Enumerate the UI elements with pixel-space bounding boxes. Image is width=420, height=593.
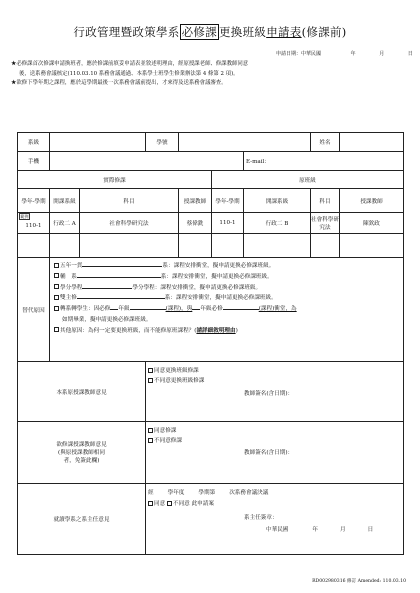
note-line: 後，送系務會議核定(110.03.10 系務會議通過、本系學士班學生修業辦法第 4 條第 2 項)。: [19, 70, 239, 77]
title-before: (修課前): [301, 25, 347, 39]
title-application: 申請表: [266, 25, 302, 39]
entry-teacher-original[interactable]: [340, 234, 404, 258]
dept-label: 系級: [18, 133, 50, 152]
checkbox[interactable]: [148, 438, 153, 443]
col-course: 科目: [80, 189, 179, 213]
application-table: [17, 132, 404, 555]
entry-term[interactable]: [18, 234, 50, 258]
row-chair: [18, 484, 404, 555]
title-required-course: 必修課: [181, 25, 217, 39]
chair-label: 就讀學系之系主任意見: [18, 484, 146, 555]
checkbox[interactable]: [54, 295, 59, 300]
reason-option-other[interactable]: 其他原因：為何一定要更換班級，而不能修原班課程？(請詳細敘明理由): [54, 326, 399, 337]
checkbox[interactable]: [54, 284, 59, 289]
sample-teacher: 蔡偉銑: [179, 213, 212, 234]
chair-date: 中華民國 年 月 日: [266, 527, 374, 533]
checkbox[interactable]: [148, 501, 153, 506]
sample-course-original: 社會科學研究法: [311, 213, 340, 234]
entry-term-original[interactable]: [212, 234, 244, 258]
name-label: 姓名: [311, 133, 340, 152]
reason-option-program[interactable]: 學分學程 學分學程：課程安排衝堂，擬申請更換必修課班級。: [54, 283, 399, 294]
reason-transfer-line2: 如期畢業，擬申請更換必修課班級。: [62, 316, 152, 323]
note-line: ★必修課首次修課申請換班者，應於修課前填妥申請表並敘述明理由，經原授課老師、修課教師同意: [11, 61, 249, 67]
row-dept: [18, 133, 404, 152]
sample-teacher-original: 陳欽政: [340, 213, 404, 234]
col-course-original: 科目: [311, 189, 340, 213]
sample-class-original: 行政二 B: [244, 213, 311, 234]
name-field[interactable]: [340, 133, 404, 152]
checkbox[interactable]: [167, 501, 172, 506]
checkbox[interactable]: [148, 428, 153, 433]
new-teacher-disagree[interactable]: 不同意修課: [148, 436, 401, 446]
col-class: 開課系級: [50, 189, 80, 213]
student-id-label: 學號: [146, 133, 179, 152]
form-title: [0, 24, 420, 40]
reason-label: 替代原因: [18, 258, 50, 362]
sample-tag: 範例: [20, 214, 29, 219]
checkbox[interactable]: [54, 306, 59, 311]
sample-term-original: 110-1: [212, 213, 244, 234]
reason-option-minor[interactable]: 輔 系 系：課程安排衝堂，擬申請更換必修課班級。: [54, 272, 399, 283]
dept-field[interactable]: [50, 133, 146, 152]
sample-course: 社會科學研究法: [80, 213, 179, 234]
row-reasons: [18, 258, 404, 362]
chair-decision: 同意 不同意 此申請案: [148, 499, 401, 510]
chair-meeting-line: 經 學年度 學期第 次系務會議決議: [148, 490, 269, 496]
new-teacher-agree[interactable]: 同意修課: [148, 426, 401, 436]
title-dept: 行政管理暨政策學系: [73, 25, 180, 39]
entry-course[interactable]: [80, 234, 179, 258]
email-field[interactable]: [244, 152, 404, 171]
entry-teacher[interactable]: [179, 234, 212, 258]
application-date-line: [276, 50, 413, 57]
row-new-teacher: [18, 422, 404, 484]
phone-label: 手機: [18, 152, 50, 171]
phone-field[interactable]: [50, 152, 244, 171]
col-teacher-original: 授課教師: [340, 189, 404, 213]
row-sample: [18, 213, 404, 234]
reason-option-transfer[interactable]: 轉系轉學生：因必修 年級 (課程)，與 年級必修 (課程)衝堂，為: [54, 304, 399, 315]
note-line: ★欲修下學年期之課程，應於這學期最後一次系務會議前提出，才來得及送系務會議審查。: [11, 80, 227, 87]
new-teacher-signature: 教師簽名(含日期)：: [244, 450, 294, 456]
form-footer-code: RD002980316 修訂 Amended: 110.03.10: [312, 579, 406, 584]
original-teacher-opinion: [146, 362, 404, 422]
reason-option-double-major[interactable]: 雙主修 系：課程安排衝堂，擬申請更換必修課班級。: [54, 293, 399, 304]
original-teacher-disagree[interactable]: 不同意更換班級修課: [148, 376, 401, 386]
entry-class-original[interactable]: [244, 234, 311, 258]
date-label: 申請日期：中華民國: [276, 51, 322, 57]
row-phone: [18, 152, 404, 171]
reason-option-5year[interactable]: 五年一貫 系：課程安排衝堂，擬申請更換必修課班級。: [54, 261, 399, 272]
notes-section: [11, 60, 411, 89]
checkbox[interactable]: [54, 273, 59, 278]
reason-options: [50, 258, 404, 362]
chair-opinion: [146, 484, 404, 555]
date-year: 年: [350, 51, 356, 57]
original-teacher-signature: 教師簽名(含日期)：: [244, 391, 294, 397]
row-column-headers: [18, 189, 404, 213]
student-id-field[interactable]: [179, 133, 311, 152]
row-entry: [18, 234, 404, 258]
row-original-teacher: [18, 362, 404, 422]
sample-term-value: 110-1: [25, 223, 42, 229]
original-class-header: 原班級: [212, 171, 404, 189]
row-section-headers: [18, 171, 404, 189]
entry-class[interactable]: [50, 234, 80, 258]
checkbox[interactable]: [54, 327, 59, 332]
email-label: E-mail：: [246, 159, 270, 165]
col-class-original: 開課系級: [244, 189, 311, 213]
title-change-class: 更換班級: [219, 25, 267, 39]
new-teacher-opinion: [146, 422, 404, 484]
sample-term: [18, 213, 50, 234]
original-teacher-label: 本系原授課教師意見: [18, 362, 146, 422]
entry-course-original[interactable]: [311, 234, 340, 258]
chair-disagree[interactable]: 不同意: [172, 501, 190, 507]
col-term: 學年-學期: [18, 189, 50, 213]
actual-course-header: 實際修課: [18, 171, 212, 189]
chair-agree[interactable]: 同意: [154, 501, 166, 507]
checkbox[interactable]: [148, 368, 153, 373]
date-day: 日: [407, 51, 413, 57]
col-teacher: 授課教師: [179, 189, 212, 213]
sample-class: 行政二 A: [50, 213, 80, 234]
original-teacher-agree[interactable]: 同意更換班級修課: [148, 366, 401, 376]
col-term-original: 學年-學期: [212, 189, 244, 213]
date-month: 月: [379, 51, 385, 57]
chair-signature: 系主任簽章：: [244, 515, 278, 521]
new-teacher-label: 欲修課授課教師意見 (與原授課教師相同 者，免簽此欄): [18, 422, 146, 484]
checkbox[interactable]: [148, 378, 153, 383]
checkbox[interactable]: [54, 263, 59, 268]
